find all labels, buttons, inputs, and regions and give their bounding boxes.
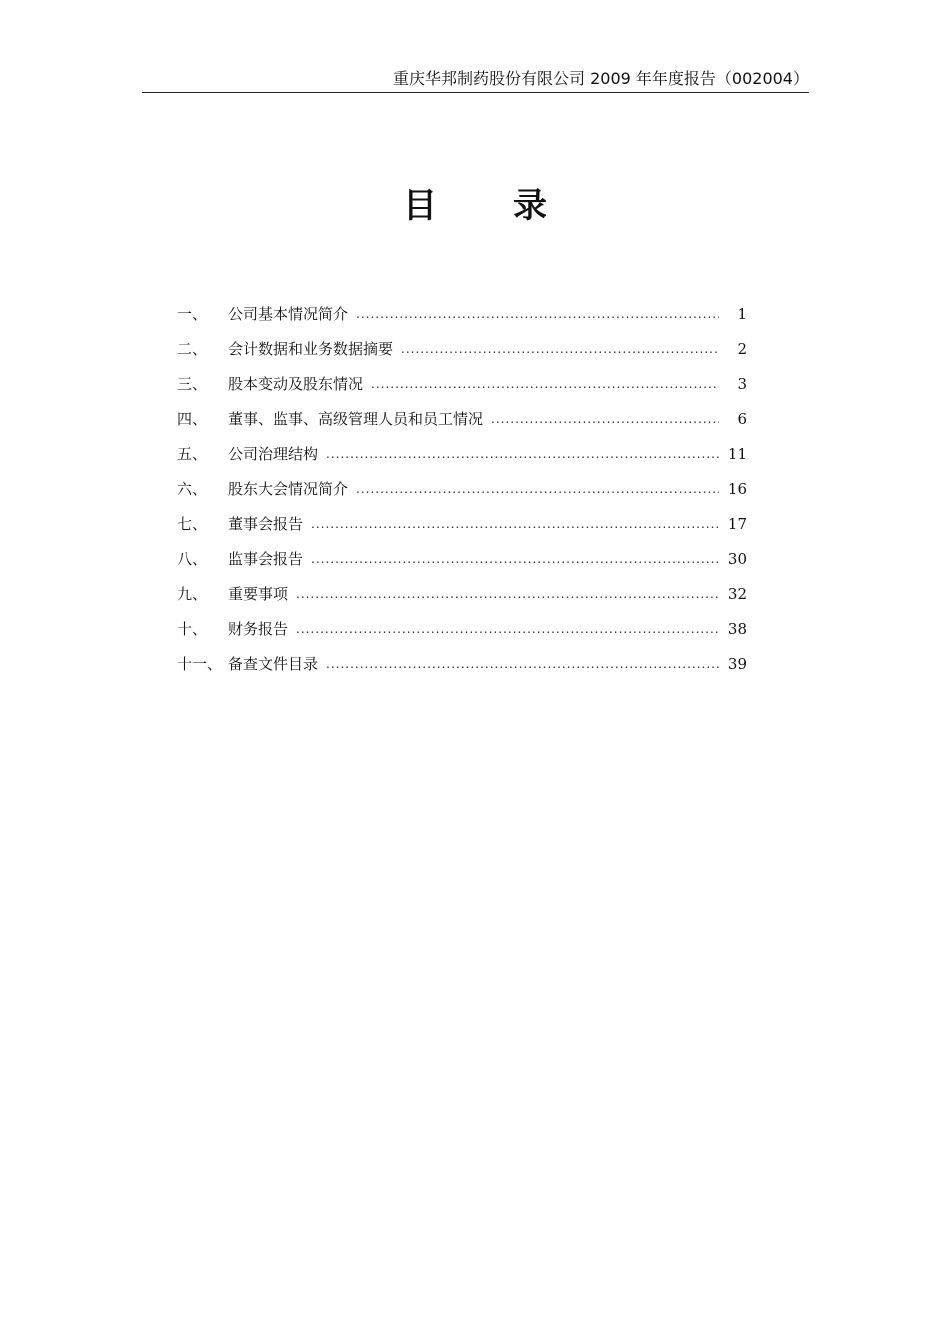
toc-entry-page: 38 (727, 619, 747, 638)
page-header: 重庆华邦制药股份有限公司 2009 年年度报告（002004） (142, 66, 809, 93)
toc-entry-page: 6 (737, 409, 747, 428)
toc-entry-label: 公司治理结构 (228, 445, 319, 463)
toc-entry-page: 16 (727, 479, 747, 498)
toc-entry-number: 十、 (177, 620, 208, 638)
toc-entry[interactable] (177, 366, 747, 401)
toc-entry-page: 3 (737, 374, 747, 393)
toc-leader-dots (296, 587, 719, 601)
toc-entry[interactable] (177, 611, 747, 646)
toc-entry-label: 公司基本情况简介 (228, 305, 349, 323)
toc-entry-number: 十一、 (177, 655, 223, 673)
toc-entry[interactable] (177, 646, 747, 681)
toc-entry-page: 32 (727, 584, 747, 603)
toc-entry-page: 11 (727, 444, 747, 463)
toc-entry-page: 30 (727, 549, 747, 568)
title-char-2: 录 (513, 186, 547, 226)
toc-leader-dots (371, 377, 719, 391)
toc-leader-dots (401, 342, 719, 356)
toc-entry-page: 1 (737, 304, 747, 323)
toc-leader-dots (296, 622, 719, 636)
toc-entry[interactable] (177, 331, 747, 366)
title-char-1: 目 (403, 186, 437, 226)
toc-leader-dots (326, 657, 719, 671)
toc-entry-number: 一、 (177, 305, 208, 323)
toc-entry-label: 董事会报告 (228, 515, 304, 533)
toc-entry-number: 七、 (177, 515, 208, 533)
toc-entry-number: 三、 (177, 375, 208, 393)
toc-entry-label: 监事会报告 (228, 550, 304, 568)
toc-entry-number: 六、 (177, 480, 208, 498)
toc-entry-label: 股本变动及股东情况 (228, 375, 364, 393)
toc-entry-page: 39 (727, 654, 747, 673)
toc-entry-page: 2 (737, 339, 747, 358)
toc-entry-label: 会计数据和业务数据摘要 (228, 340, 394, 358)
toc-entry-number: 五、 (177, 445, 208, 463)
toc-entry-number: 二、 (177, 340, 208, 358)
toc-entry-label: 重要事项 (228, 585, 289, 603)
toc-entry[interactable] (177, 541, 747, 576)
toc-entry-label: 董事、监事、高级管理人员和员工情况 (228, 410, 484, 428)
page-title (0, 178, 950, 227)
toc-entry-label: 财务报告 (228, 620, 289, 638)
toc-entry-number: 四、 (177, 410, 208, 428)
toc-entry[interactable] (177, 506, 747, 541)
toc-entry-page: 17 (727, 514, 747, 533)
toc-entry-label: 备查文件目录 (228, 655, 319, 673)
toc-entry[interactable] (177, 401, 747, 436)
toc-entry-number: 八、 (177, 550, 208, 568)
toc-leader-dots (311, 552, 719, 566)
toc-entry-number: 九、 (177, 585, 208, 603)
toc-leader-dots (311, 517, 719, 531)
toc-leader-dots (326, 447, 719, 461)
toc-entry[interactable] (177, 471, 747, 506)
table-of-contents (177, 296, 747, 681)
toc-leader-dots (356, 307, 719, 321)
toc-entry[interactable] (177, 576, 747, 611)
toc-entry-label: 股东大会情况简介 (228, 480, 349, 498)
toc-entry[interactable] (177, 296, 747, 331)
toc-entry[interactable] (177, 436, 747, 471)
toc-leader-dots (356, 482, 719, 496)
toc-leader-dots (491, 412, 719, 426)
